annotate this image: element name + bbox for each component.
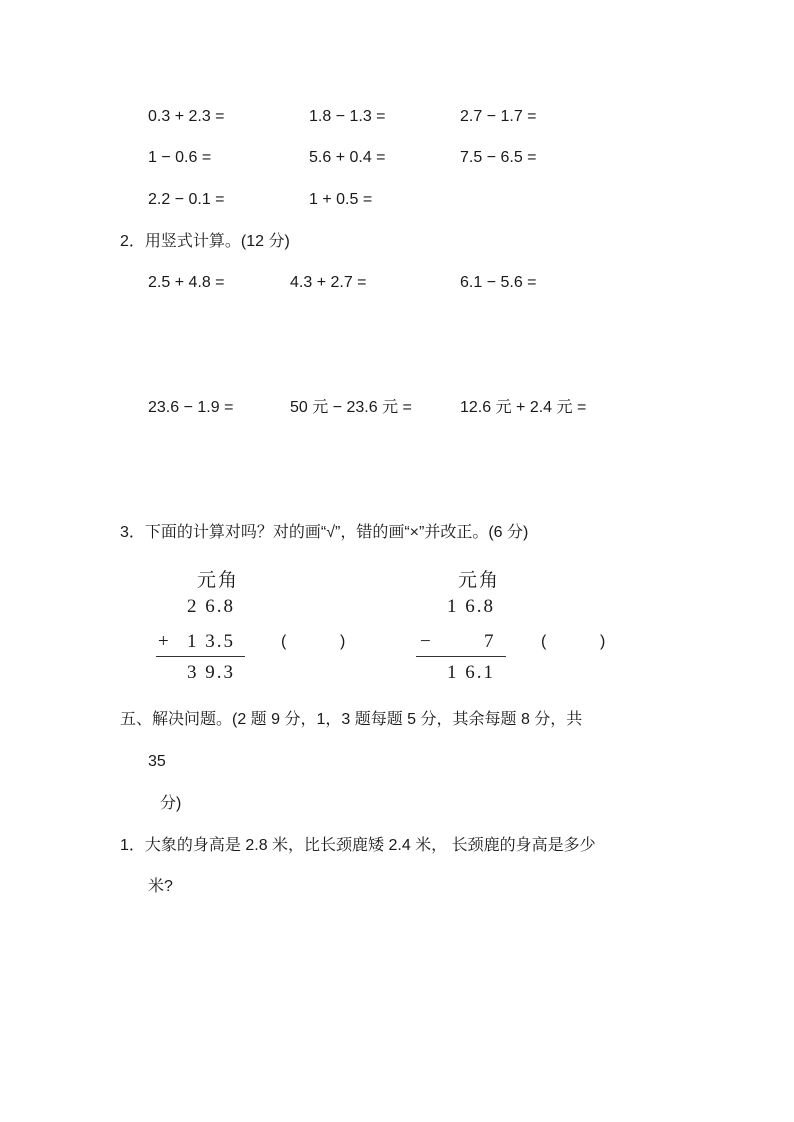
answer-paren-open: ( — [281, 633, 287, 650]
calc-result: 3 9.3 — [187, 662, 235, 683]
vertical-calc-expression: 23.6 − 1.9 = — [148, 399, 234, 416]
vertical-calc-expression: 6.1 − 5.6 = — [460, 274, 537, 291]
calc-operator: − — [420, 631, 433, 652]
section-5-title: 五、解决问题。(2 题 9 分，1，3 题每题 5 分，其余每题 8 分，共 — [120, 711, 583, 728]
vertical-calc-expression: 4.3 + 2.7 = — [290, 274, 367, 291]
problem-1-text: 1．大象的身高是 2.8 米，比长颈鹿矮 2.4 米， 长颈鹿的身高是多少 — [120, 837, 596, 854]
calc-operator: + — [158, 631, 171, 652]
question-2-title: 2．用竖式计算。(12 分) — [120, 233, 290, 250]
calc-result: 1 6.1 — [447, 662, 495, 683]
calc-underline — [156, 656, 245, 657]
oral-expression: 1 − 0.6 = — [148, 149, 212, 166]
unit-header: 元角 — [458, 570, 501, 591]
unit-header: 元角 — [197, 570, 240, 591]
answer-paren-close: ) — [600, 633, 606, 650]
oral-expression: 2.7 − 1.7 = — [460, 108, 537, 125]
answer-paren-close: ) — [340, 633, 346, 650]
oral-expression: 1 + 0.5 = — [309, 191, 373, 208]
oral-expression: 1.8 − 1.3 = — [309, 108, 386, 125]
problem-1-text-continued: 米? — [148, 878, 173, 895]
calc-second-number: 1 3.5 — [187, 631, 235, 652]
oral-expression: 0.3 + 2.3 = — [148, 108, 225, 125]
oral-expression: 5.6 + 0.4 = — [309, 149, 386, 166]
section-5-title-continued: 分) — [160, 795, 182, 812]
calc-top-number: 2 6.8 — [187, 596, 235, 617]
vertical-calc-expression: 12.6 元 + 2.4 元 = — [460, 399, 587, 416]
calc-underline — [416, 656, 506, 657]
calc-top-number: 1 6.8 — [447, 596, 495, 617]
vertical-calc-expression: 50 元 − 23.6 元 = — [290, 399, 412, 416]
question-3-title: 3．下面的计算对吗？对的画“√”，错的画“×”并改正。(6 分) — [120, 524, 529, 541]
calc-second-number: 7 — [484, 631, 496, 652]
oral-expression: 7.5 − 6.5 = — [460, 149, 537, 166]
answer-paren-open: ( — [541, 633, 547, 650]
oral-expression: 2.2 − 0.1 = — [148, 191, 225, 208]
section-5-title-continued: 35 — [148, 753, 166, 770]
vertical-calc-expression: 2.5 + 4.8 = — [148, 274, 225, 291]
